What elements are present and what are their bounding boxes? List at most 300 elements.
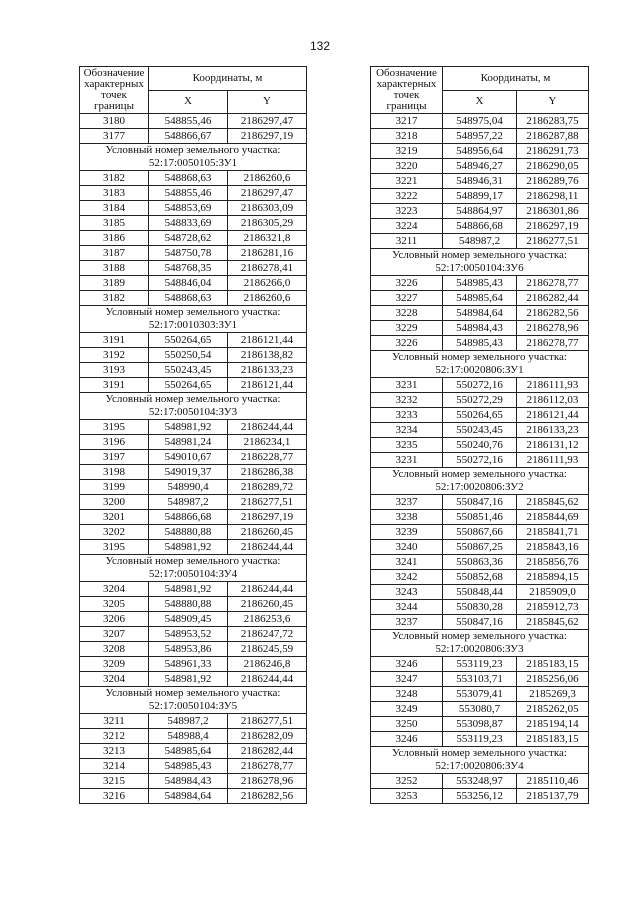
section-header-row: [371, 468, 589, 495]
table-row: [371, 774, 589, 789]
table-row: [371, 276, 589, 291]
land-plot-number: Условный номер земельного участка: 52:17:0050104:ЗУ6: [371, 249, 589, 276]
section-header-row: [371, 747, 589, 774]
table-row: [80, 789, 307, 804]
x-coordinate-cell: 550867,25: [443, 540, 517, 555]
table-row: [80, 597, 307, 612]
header-coordinates: Координаты, м: [443, 67, 589, 91]
y-coordinate-cell: 2186281,16: [228, 246, 307, 261]
x-coordinate-cell: 548990,4: [149, 480, 228, 495]
point-id-cell: 3216: [80, 789, 149, 804]
x-coordinate-cell: 548985,64: [443, 291, 517, 306]
x-coordinate-cell: 548981,92: [149, 582, 228, 597]
y-coordinate-cell: 2186260,45: [228, 597, 307, 612]
point-id-cell: 3239: [371, 525, 443, 540]
x-coordinate-cell: 553119,23: [443, 657, 517, 672]
x-coordinate-cell: 553098,87: [443, 717, 517, 732]
table-row: [371, 525, 589, 540]
point-id-cell: 3231: [371, 378, 443, 393]
point-id-cell: 3234: [371, 423, 443, 438]
point-id-cell: 3195: [80, 540, 149, 555]
point-id-cell: 3240: [371, 540, 443, 555]
table-row: [80, 246, 307, 261]
x-coordinate-cell: 550848,44: [443, 585, 517, 600]
table-body-right: [371, 114, 589, 804]
x-coordinate-cell: 548868,63: [149, 171, 228, 186]
point-id-cell: 3211: [80, 714, 149, 729]
point-id-cell: 3215: [80, 774, 149, 789]
point-id-cell: 3253: [371, 789, 443, 804]
y-coordinate-cell: 2185894,15: [517, 570, 589, 585]
table-row: [371, 453, 589, 468]
point-id-cell: 3208: [80, 642, 149, 657]
x-coordinate-cell: 548880,88: [149, 525, 228, 540]
x-coordinate-cell: 548981,92: [149, 540, 228, 555]
x-coordinate-cell: 548868,63: [149, 291, 228, 306]
y-coordinate-cell: 2185841,71: [517, 525, 589, 540]
table-row: [80, 744, 307, 759]
y-coordinate-cell: 2186282,56: [517, 306, 589, 321]
point-id-cell: 3232: [371, 393, 443, 408]
x-coordinate-cell: 553248,97: [443, 774, 517, 789]
table-row: [371, 789, 589, 804]
table-row: [80, 582, 307, 597]
x-coordinate-cell: 550243,45: [443, 423, 517, 438]
x-coordinate-cell: 548985,43: [443, 336, 517, 351]
x-coordinate-cell: 548880,88: [149, 597, 228, 612]
land-plot-number: Условный номер земельного участка: 52:17:0020806:ЗУ2: [371, 468, 589, 495]
x-coordinate-cell: 548985,43: [443, 276, 517, 291]
table-row: [80, 759, 307, 774]
y-coordinate-cell: 2186138,82: [228, 348, 307, 363]
land-plot-number: Условный номер земельного участка: 52:17:0010303:ЗУ1: [80, 306, 307, 333]
x-coordinate-cell: 553119,23: [443, 732, 517, 747]
y-coordinate-cell: 2185269,3: [517, 687, 589, 702]
y-coordinate-cell: 2186286,38: [228, 465, 307, 480]
point-id-cell: 3242: [371, 570, 443, 585]
point-id-cell: 3184: [80, 201, 149, 216]
x-coordinate-cell: 548984,64: [443, 306, 517, 321]
x-coordinate-cell: 548975,04: [443, 114, 517, 129]
table-row: [80, 672, 307, 687]
table-row: [371, 687, 589, 702]
point-id-cell: 3177: [80, 129, 149, 144]
y-coordinate-cell: 2186253,6: [228, 612, 307, 627]
point-id-cell: 3202: [80, 525, 149, 540]
section-header-row: [80, 687, 307, 714]
point-id-cell: 3195: [80, 420, 149, 435]
table-row: [80, 114, 307, 129]
point-id-cell: 3220: [371, 159, 443, 174]
table-row: [371, 393, 589, 408]
y-coordinate-cell: 2186289,72: [228, 480, 307, 495]
point-id-cell: 3244: [371, 600, 443, 615]
x-coordinate-cell: 549010,67: [149, 450, 228, 465]
y-coordinate-cell: 2186260,45: [228, 525, 307, 540]
x-coordinate-cell: 548909,45: [149, 612, 228, 627]
x-coordinate-cell: 549019,37: [149, 465, 228, 480]
table-row: [371, 438, 589, 453]
x-coordinate-cell: 548750,78: [149, 246, 228, 261]
x-coordinate-cell: 548981,92: [149, 672, 228, 687]
table-row: [371, 159, 589, 174]
section-header-row: [80, 306, 307, 333]
point-id-cell: 3182: [80, 171, 149, 186]
x-coordinate-cell: 548855,46: [149, 186, 228, 201]
table-row: [371, 336, 589, 351]
x-coordinate-cell: 550863,36: [443, 555, 517, 570]
y-coordinate-cell: 2185845,62: [517, 615, 589, 630]
x-coordinate-cell: 548981,92: [149, 420, 228, 435]
point-id-cell: 3249: [371, 702, 443, 717]
y-coordinate-cell: 2186246,8: [228, 657, 307, 672]
table-row: [371, 495, 589, 510]
table-row: [371, 555, 589, 570]
point-id-cell: 3196: [80, 435, 149, 450]
point-id-cell: 3183: [80, 186, 149, 201]
y-coordinate-cell: 2186321,8: [228, 231, 307, 246]
y-coordinate-cell: 2186245,59: [228, 642, 307, 657]
table-row: [371, 234, 589, 249]
table-row: [80, 276, 307, 291]
table-row: [80, 129, 307, 144]
table-row: [80, 186, 307, 201]
point-id-cell: 3180: [80, 114, 149, 129]
y-coordinate-cell: 2186289,76: [517, 174, 589, 189]
x-coordinate-cell: 553079,41: [443, 687, 517, 702]
y-coordinate-cell: 2186278,77: [517, 336, 589, 351]
header-y: Y: [517, 90, 589, 114]
y-coordinate-cell: 2185912,73: [517, 600, 589, 615]
point-id-cell: 3228: [371, 306, 443, 321]
table-row: [80, 261, 307, 276]
table-row: [371, 114, 589, 129]
table-row: [80, 171, 307, 186]
point-id-cell: 3222: [371, 189, 443, 204]
table-row: [371, 204, 589, 219]
x-coordinate-cell: 548728,62: [149, 231, 228, 246]
table-row: [80, 714, 307, 729]
x-coordinate-cell: 548855,46: [149, 114, 228, 129]
table-row: [371, 732, 589, 747]
coordinates-table-right: [370, 66, 589, 804]
table-row: [80, 231, 307, 246]
x-coordinate-cell: 548833,69: [149, 216, 228, 231]
y-coordinate-cell: 2186277,51: [228, 714, 307, 729]
table-row: [371, 600, 589, 615]
x-coordinate-cell: 548988,4: [149, 729, 228, 744]
point-id-cell: 3231: [371, 453, 443, 468]
y-coordinate-cell: 2186301,86: [517, 204, 589, 219]
y-coordinate-cell: 2186244,44: [228, 672, 307, 687]
point-id-cell: 3209: [80, 657, 149, 672]
table-row: [80, 465, 307, 480]
y-coordinate-cell: 2186133,23: [228, 363, 307, 378]
x-coordinate-cell: 548899,17: [443, 189, 517, 204]
table-row: [371, 702, 589, 717]
y-coordinate-cell: 2186260,6: [228, 171, 307, 186]
coordinates-table-left: [79, 66, 307, 804]
point-id-cell: 3197: [80, 450, 149, 465]
point-id-cell: 3192: [80, 348, 149, 363]
x-coordinate-cell: 550264,65: [149, 378, 228, 393]
table-row: [80, 495, 307, 510]
x-coordinate-cell: 548987,2: [149, 495, 228, 510]
point-id-cell: 3223: [371, 204, 443, 219]
table-row: [80, 348, 307, 363]
point-id-cell: 3214: [80, 759, 149, 774]
y-coordinate-cell: 2185183,15: [517, 657, 589, 672]
y-coordinate-cell: 2186133,23: [517, 423, 589, 438]
point-id-cell: 3233: [371, 408, 443, 423]
point-id-cell: 3207: [80, 627, 149, 642]
y-coordinate-cell: 2186121,44: [228, 333, 307, 348]
table-row: [80, 435, 307, 450]
table-row: [371, 657, 589, 672]
y-coordinate-cell: 2186278,96: [517, 321, 589, 336]
y-coordinate-cell: 2186244,44: [228, 420, 307, 435]
point-id-cell: 3188: [80, 261, 149, 276]
y-coordinate-cell: 2186228,77: [228, 450, 307, 465]
table-row: [80, 525, 307, 540]
table-row: [371, 717, 589, 732]
table-row: [371, 378, 589, 393]
x-coordinate-cell: 550240,76: [443, 438, 517, 453]
x-coordinate-cell: 548768,35: [149, 261, 228, 276]
x-coordinate-cell: 550272,16: [443, 453, 517, 468]
x-coordinate-cell: 550847,16: [443, 615, 517, 630]
x-coordinate-cell: 548846,04: [149, 276, 228, 291]
table-row: [80, 627, 307, 642]
table-row: [371, 540, 589, 555]
table-row: [80, 774, 307, 789]
table-body-left: [80, 114, 307, 804]
y-coordinate-cell: 2186297,19: [517, 219, 589, 234]
point-id-cell: 3237: [371, 495, 443, 510]
point-id-cell: 3200: [80, 495, 149, 510]
point-id-cell: 3237: [371, 615, 443, 630]
y-coordinate-cell: 2186278,77: [228, 759, 307, 774]
point-id-cell: 3211: [371, 234, 443, 249]
table-row: [371, 570, 589, 585]
y-coordinate-cell: 2186278,96: [228, 774, 307, 789]
y-coordinate-cell: 2186234,1: [228, 435, 307, 450]
x-coordinate-cell: 550867,66: [443, 525, 517, 540]
point-id-cell: 3204: [80, 672, 149, 687]
y-coordinate-cell: 2186298,11: [517, 189, 589, 204]
x-coordinate-cell: 548853,69: [149, 201, 228, 216]
x-coordinate-cell: 550264,65: [443, 408, 517, 423]
y-coordinate-cell: 2186121,44: [228, 378, 307, 393]
table-row: [371, 510, 589, 525]
table-row: [80, 729, 307, 744]
y-coordinate-cell: 2186121,44: [517, 408, 589, 423]
point-id-cell: 3226: [371, 276, 443, 291]
point-id-cell: 3213: [80, 744, 149, 759]
land-plot-number: Условный номер земельного участка: 52:17:0020806:ЗУ1: [371, 351, 589, 378]
point-id-cell: 3219: [371, 144, 443, 159]
point-id-cell: 3247: [371, 672, 443, 687]
y-coordinate-cell: 2185843,16: [517, 540, 589, 555]
y-coordinate-cell: 2186112,03: [517, 393, 589, 408]
y-coordinate-cell: 2185262,05: [517, 702, 589, 717]
y-coordinate-cell: 2185856,76: [517, 555, 589, 570]
table-row: [371, 408, 589, 423]
y-coordinate-cell: 2186297,19: [228, 510, 307, 525]
x-coordinate-cell: 548956,64: [443, 144, 517, 159]
point-id-cell: 3198: [80, 465, 149, 480]
y-coordinate-cell: 2186266,0: [228, 276, 307, 291]
y-coordinate-cell: 2186277,51: [228, 495, 307, 510]
section-header-row: [371, 351, 589, 378]
table-row: [371, 129, 589, 144]
y-coordinate-cell: 2186131,12: [517, 438, 589, 453]
land-plot-number: Условный номер земельного участка: 52:17:0050105:ЗУ1: [80, 144, 307, 171]
x-coordinate-cell: 548985,43: [149, 759, 228, 774]
point-id-cell: 3252: [371, 774, 443, 789]
table-row: [371, 615, 589, 630]
table-row: [371, 306, 589, 321]
y-coordinate-cell: 2186260,6: [228, 291, 307, 306]
point-id-cell: 3224: [371, 219, 443, 234]
y-coordinate-cell: 2185845,62: [517, 495, 589, 510]
x-coordinate-cell: 548961,33: [149, 657, 228, 672]
y-coordinate-cell: 2186287,88: [517, 129, 589, 144]
y-coordinate-cell: 2186111,93: [517, 453, 589, 468]
header-point-designation: Обозначение характерных точек границы: [80, 67, 149, 114]
point-id-cell: 3193: [80, 363, 149, 378]
point-id-cell: 3189: [80, 276, 149, 291]
x-coordinate-cell: 548953,86: [149, 642, 228, 657]
section-header-row: [371, 630, 589, 657]
page-number: 132: [309, 39, 331, 53]
point-id-cell: 3201: [80, 510, 149, 525]
point-id-cell: 3218: [371, 129, 443, 144]
table-row: [371, 174, 589, 189]
table-row: [371, 423, 589, 438]
x-coordinate-cell: 548864,97: [443, 204, 517, 219]
y-coordinate-cell: 2186282,44: [517, 291, 589, 306]
y-coordinate-cell: 2186305,29: [228, 216, 307, 231]
x-coordinate-cell: 548981,24: [149, 435, 228, 450]
y-coordinate-cell: 2185110,46: [517, 774, 589, 789]
table-row: [80, 333, 307, 348]
y-coordinate-cell: 2186282,09: [228, 729, 307, 744]
x-coordinate-cell: 548866,68: [149, 510, 228, 525]
table-row: [80, 642, 307, 657]
point-id-cell: 3204: [80, 582, 149, 597]
y-coordinate-cell: 2186244,44: [228, 582, 307, 597]
y-coordinate-cell: 2186111,93: [517, 378, 589, 393]
section-header-row: [80, 393, 307, 420]
point-id-cell: 3191: [80, 333, 149, 348]
header-y: Y: [228, 90, 307, 114]
table-row: [80, 363, 307, 378]
y-coordinate-cell: 2185844,69: [517, 510, 589, 525]
table-row: [371, 144, 589, 159]
point-id-cell: 3248: [371, 687, 443, 702]
point-id-cell: 3226: [371, 336, 443, 351]
point-id-cell: 3182: [80, 291, 149, 306]
section-header-row: [80, 144, 307, 171]
x-coordinate-cell: 548957,22: [443, 129, 517, 144]
point-id-cell: 3221: [371, 174, 443, 189]
table-row: [80, 450, 307, 465]
y-coordinate-cell: 2186247,72: [228, 627, 307, 642]
x-coordinate-cell: 548984,43: [149, 774, 228, 789]
land-plot-number: Условный номер земельного участка: 52:17:0020806:ЗУ4: [371, 747, 589, 774]
y-coordinate-cell: 2186244,44: [228, 540, 307, 555]
table-row: [80, 540, 307, 555]
section-header-row: [371, 249, 589, 276]
x-coordinate-cell: 553103,71: [443, 672, 517, 687]
x-coordinate-cell: 548984,64: [149, 789, 228, 804]
point-id-cell: 3186: [80, 231, 149, 246]
x-coordinate-cell: 553256,12: [443, 789, 517, 804]
y-coordinate-cell: 2185137,79: [517, 789, 589, 804]
y-coordinate-cell: 2186297,47: [228, 114, 307, 129]
point-id-cell: 3199: [80, 480, 149, 495]
point-id-cell: 3246: [371, 657, 443, 672]
point-id-cell: 3250: [371, 717, 443, 732]
land-plot-number: Условный номер земельного участка: 52:17:0050104:ЗУ5: [80, 687, 307, 714]
y-coordinate-cell: 2186303,09: [228, 201, 307, 216]
x-coordinate-cell: 548953,52: [149, 627, 228, 642]
x-coordinate-cell: 548987,2: [149, 714, 228, 729]
point-id-cell: 3205: [80, 597, 149, 612]
x-coordinate-cell: 550847,16: [443, 495, 517, 510]
table-row: [80, 480, 307, 495]
x-coordinate-cell: 550272,16: [443, 378, 517, 393]
table-row: [80, 291, 307, 306]
x-coordinate-cell: 550272,29: [443, 393, 517, 408]
y-coordinate-cell: 2186290,05: [517, 159, 589, 174]
x-coordinate-cell: 553080,7: [443, 702, 517, 717]
y-coordinate-cell: 2186277,51: [517, 234, 589, 249]
header-x: X: [149, 90, 228, 114]
table-row: [80, 612, 307, 627]
y-coordinate-cell: 2186282,56: [228, 789, 307, 804]
y-coordinate-cell: 2186283,75: [517, 114, 589, 129]
y-coordinate-cell: 2186278,77: [517, 276, 589, 291]
header-coordinates: Координаты, м: [149, 67, 307, 91]
table-row: [371, 321, 589, 336]
y-coordinate-cell: 2186297,47: [228, 186, 307, 201]
point-id-cell: 3235: [371, 438, 443, 453]
table-row: [80, 201, 307, 216]
point-id-cell: 3185: [80, 216, 149, 231]
point-id-cell: 3229: [371, 321, 443, 336]
land-plot-number: Условный номер земельного участка: 52:17:0020806:ЗУ3: [371, 630, 589, 657]
x-coordinate-cell: 548866,68: [443, 219, 517, 234]
header-point-designation: Обозначение характерных точек границы: [371, 67, 443, 114]
y-coordinate-cell: 2186291,73: [517, 144, 589, 159]
table-row: [80, 216, 307, 231]
x-coordinate-cell: 550830,28: [443, 600, 517, 615]
point-id-cell: 3241: [371, 555, 443, 570]
x-coordinate-cell: 550851,46: [443, 510, 517, 525]
y-coordinate-cell: 2185194,14: [517, 717, 589, 732]
table-row: [80, 378, 307, 393]
x-coordinate-cell: 550243,45: [149, 363, 228, 378]
y-coordinate-cell: 2186282,44: [228, 744, 307, 759]
y-coordinate-cell: 2186297,19: [228, 129, 307, 144]
point-id-cell: 3217: [371, 114, 443, 129]
table-row: [371, 189, 589, 204]
table-row: [80, 510, 307, 525]
point-id-cell: 3212: [80, 729, 149, 744]
header-x: X: [443, 90, 517, 114]
